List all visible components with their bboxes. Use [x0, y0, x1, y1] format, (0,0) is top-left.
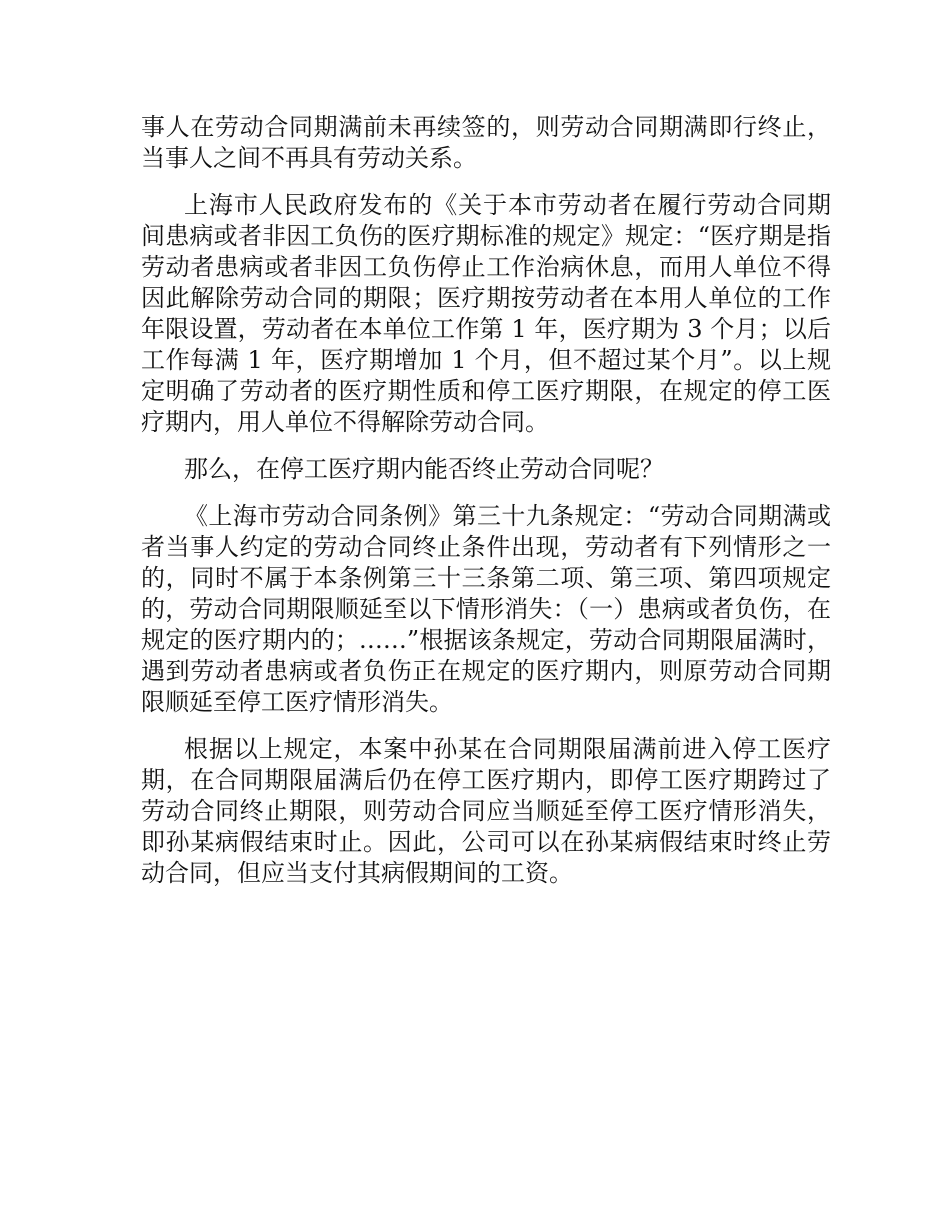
document-page: [141, 112, 831, 905]
paragraph-continuation: 事人在劳动合同期满前未再续签的，则劳动合同期满即行终止，当事人之间不再具有劳动关系。: [141, 113, 831, 172]
paragraph-conclusion: 根据以上规定，本案中孙某在合同期限届满前进入停工医疗期，在合同期限届满后仍在停工医疗期内，即停工医疗期跨过了劳动合同终止期限，则劳动合同应当顺延至停工医疗情形消失，即孙某病假结束时止。因此，公司可以在孙某病假结束时终止劳动合同，但应当支付其病假期间的工资。: [141, 735, 831, 887]
paragraph-contract-ordinance: 《上海市劳动合同条例》第三十九条规定：“劳动合同期满或者当事人约定的劳动合同终止条件出现，劳动者有下列情形之一的，同时不属于本条例第三十三条第二项、第三项、第四项规定的，劳动合同期限顺延至以下情形消失：（一）患病或者负伤，在规定的医疗期内的；……”根据该条规定，劳动合同期限届满时，遇到劳动者患病或者负伤正在规定的医疗期内，则原劳动合同期限顺延至停工医疗情形消失。: [141, 502, 831, 716]
paragraph-medical-period-regulation: 上海市人民政府发布的《关于本市劳动者在履行劳动合同期间患病或者非因工负伤的医疗期标准的规定》规定：“医疗期是指劳动者患病或者非因工负伤停止工作治病休息，而用人单位不得因此解除劳动合同的期限；医疗期按劳动者在本用人单位的工作年限设置，劳动者在本单位工作第 1 年，医疗期为 3 个月；以后工作每满 1 年，医疗期增加 1 个月，但不超过某个月”。以上规定明确了劳动者的医疗期性质和停工医疗期限，在规定的停工医疗期内，用人单位不得解除劳动合同。: [141, 191, 831, 436]
paragraph-question: 那么，在停工医疗期内能否终止劳动合同呢？: [184, 455, 664, 483]
